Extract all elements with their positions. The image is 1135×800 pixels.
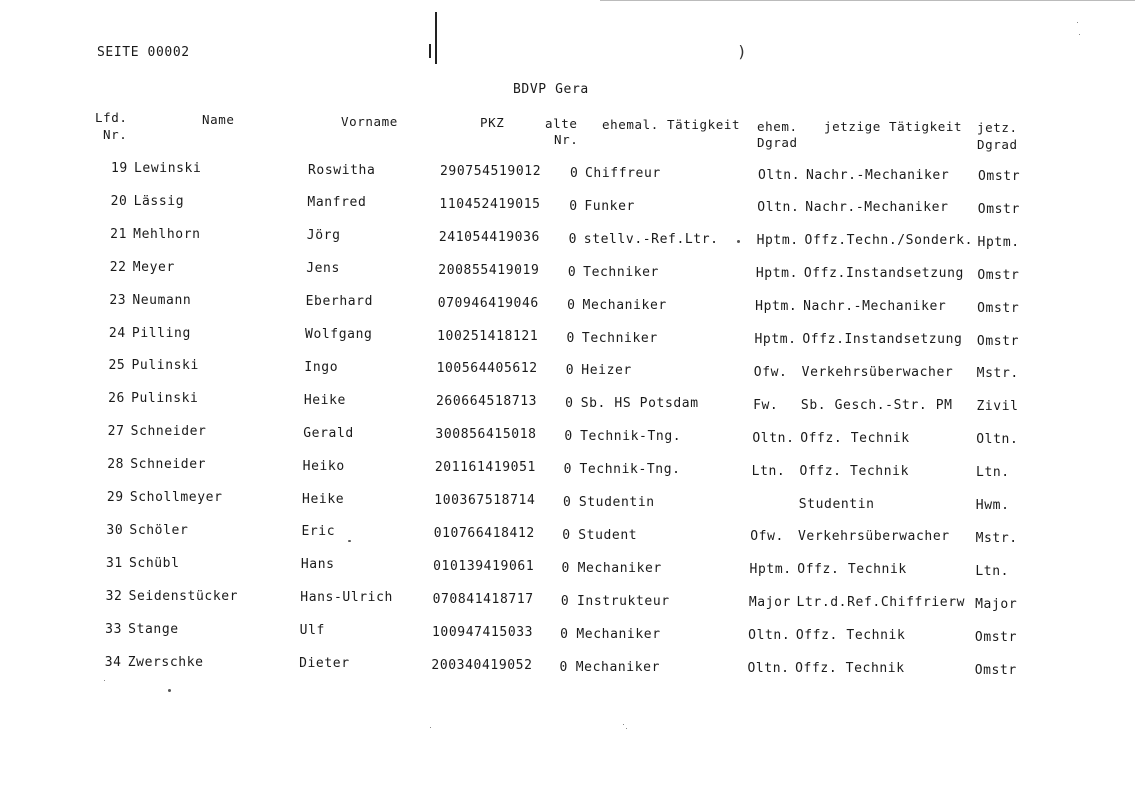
row-jetzige-taetigkeit: Offz.Techn./Sonderk. (804, 233, 974, 249)
row-name: Schneider (130, 424, 207, 440)
row-jetzige-taetigkeit: Offz. Technik (799, 463, 909, 479)
row-jetz-dgrad: Ltn. (976, 465, 1010, 481)
row-jetzige-taetigkeit: Offz. Technik (800, 430, 910, 446)
scan-speck (626, 728, 627, 729)
row-name: Neumann (132, 292, 192, 308)
row-pkz: 070946419046 (437, 295, 539, 311)
scan-speck (623, 724, 624, 725)
scan-speck (104, 680, 105, 681)
row-ehem-dgrad: Ofw. (750, 529, 784, 545)
row-name: Pulinski (131, 391, 199, 407)
row-pkz: 100367518714 (434, 493, 536, 508)
header-ehemal-taetigkeit: ehemal. Tätigkeit (602, 117, 741, 132)
header-jetz: jetz. (977, 120, 1018, 135)
row-ehem-dgrad: Fw. (753, 397, 779, 413)
row-pkz: 260664518713 (435, 394, 538, 410)
row-name: Schneider (130, 457, 207, 473)
row-vorname: Hans (300, 557, 335, 573)
row-jetz-dgrad: Hptm. (977, 234, 1020, 250)
row-ehemal-taetigkeit: Technik-Tng. (580, 429, 682, 445)
row-pkz: 010139419061 (433, 558, 535, 574)
row-jetz-dgrad: Oltn. (976, 432, 1019, 448)
row-number: 21 (110, 226, 128, 242)
row-number: 20 (110, 193, 128, 209)
header-ehem-dgrad: Dgrad (757, 135, 798, 150)
header-nr: Nr. (103, 127, 128, 142)
row-jetz-dgrad: Mstr. (976, 366, 1019, 382)
row-number: 28 (107, 457, 125, 473)
row-vorname: Eberhard (305, 294, 374, 310)
row-alte-nr: 0 (565, 363, 575, 379)
row-vorname: Heiko (302, 458, 345, 474)
row-jetzige-taetigkeit: Nachr.-Mechaniker (803, 299, 947, 315)
row-vorname: Gerald (303, 425, 354, 441)
row-vorname: Dieter (299, 656, 350, 671)
row-ehem-dgrad: Oltn. (747, 661, 790, 676)
scan-edge-line (600, 0, 1135, 1)
row-ehemal-taetigkeit: Mechaniker (575, 659, 661, 675)
header-vorname: Vorname (341, 114, 398, 129)
row-number: 33 (105, 621, 122, 637)
header-jetzige-taetigkeit: jetzige Tätigkeit (824, 119, 963, 134)
row-number: 34 (104, 654, 122, 670)
row-ehem-dgrad: Ofw. (753, 364, 788, 380)
header-alte-nr: Nr. (554, 132, 579, 147)
row-alte-nr: 0 (560, 626, 569, 642)
row-pkz: 241054419036 (438, 229, 540, 245)
row-ehem-dgrad: Oltn. (757, 200, 800, 216)
row-jetz-dgrad: Omstr (977, 201, 1020, 217)
row-name: Lässig (133, 193, 185, 209)
row-ehem-dgrad: Oltn. (758, 167, 801, 183)
row-number: 23 (109, 292, 127, 308)
row-jetz-dgrad: Ltn. (975, 563, 1010, 579)
row-ehem-dgrad: Major (748, 595, 791, 611)
header-ehem: ehem. (757, 119, 798, 134)
row-jetz-dgrad: Major (975, 596, 1018, 612)
row-jetzige-taetigkeit: Studentin (798, 496, 875, 512)
row-pkz: 201161419051 (434, 460, 536, 476)
row-name: Seidenstücker (128, 588, 239, 604)
scan-speck (737, 240, 740, 243)
row-ehemal-taetigkeit: Funker (584, 198, 635, 214)
page-label: SEITE 00002 (97, 45, 190, 60)
row-name: Schübl (128, 555, 180, 571)
scan-mark (429, 44, 431, 58)
row-ehem-dgrad: Hptm. (755, 299, 798, 315)
row-jetzige-taetigkeit: Offz. Technik (797, 562, 907, 578)
row-name: Pilling (131, 325, 191, 341)
scan-speck (1077, 22, 1078, 23)
header-lfd: Lfd. (95, 110, 128, 125)
row-vorname: Ingo (304, 359, 339, 375)
row-jetzige-taetigkeit: Verkehrsüberwacher (801, 364, 954, 380)
row-vorname: Jörg (306, 228, 341, 244)
row-ehemal-taetigkeit: Chiffreur (585, 166, 661, 181)
row-vorname: Hans-Ulrich (300, 590, 393, 606)
row-jetz-dgrad: Zivil (976, 399, 1019, 415)
row-jetz-dgrad: Omstr (974, 662, 1017, 678)
row-jetzige-taetigkeit: Offz.Instandsetzung (802, 332, 963, 347)
row-ehem-dgrad: Hptm. (755, 266, 799, 282)
document-title: BDVP Gera (513, 82, 589, 97)
row-number: 26 (108, 391, 125, 407)
row-number: 29 (106, 490, 124, 505)
row-name: Schöler (129, 522, 189, 538)
row-alte-nr: 0 (567, 297, 576, 313)
row-pkz: 200855419019 (438, 262, 540, 278)
row-ehem-dgrad: Hptm. (754, 332, 797, 347)
row-pkz: 100251418121 (437, 328, 539, 344)
row-number: 24 (108, 325, 126, 341)
row-vorname: Ulf (299, 623, 325, 639)
row-jetzige-taetigkeit: Offz. Technik (795, 628, 906, 644)
header-pkz: PKZ (480, 115, 505, 130)
row-alte-nr: 0 (562, 495, 572, 510)
scan-speck (168, 689, 171, 692)
row-name: Mehlhorn (133, 226, 201, 242)
row-number: 31 (105, 555, 123, 571)
row-alte-nr: 0 (560, 593, 570, 609)
row-jetz-dgrad: Hwm. (975, 498, 1010, 513)
row-alte-nr: 0 (569, 198, 578, 214)
row-ehem-dgrad: Oltn. (752, 430, 795, 446)
row-alte-nr: 0 (559, 659, 568, 675)
row-pkz: 200340419052 (431, 657, 533, 673)
header-name: Name (202, 112, 235, 127)
row-number: 32 (105, 588, 123, 604)
row-ehemal-taetigkeit: Techniker (581, 330, 658, 346)
row-pkz: 300856415018 (435, 427, 537, 443)
row-alte-nr: 0 (565, 396, 574, 412)
scan-speck (1079, 34, 1080, 35)
row-alte-nr: 0 (566, 330, 575, 346)
scan-speck (430, 727, 431, 728)
scan-mark (435, 12, 437, 64)
row-vorname: Wolfgang (305, 327, 373, 342)
row-ehemal-taetigkeit: Techniker (583, 264, 659, 280)
row-alte-nr: 0 (561, 560, 570, 576)
row-alte-nr: 0 (567, 264, 577, 280)
row-ehemal-taetigkeit: Mechaniker (576, 626, 661, 642)
row-name: Zwerschke (127, 654, 204, 670)
row-pkz: 290754519012 (440, 164, 542, 179)
row-ehemal-taetigkeit: Mechaniker (582, 297, 667, 313)
row-alte-nr: 0 (563, 462, 573, 478)
row-ehem-dgrad: Hptm. (749, 562, 792, 578)
row-ehem-dgrad: Hptm. (756, 233, 799, 249)
row-alte-nr: 0 (570, 166, 579, 181)
row-jetzige-taetigkeit: Nachr.-Mechaniker (806, 167, 950, 183)
row-vorname: Roswitha (308, 162, 376, 178)
row-name: Stange (128, 621, 179, 637)
row-pkz: 110452419015 (439, 196, 541, 212)
row-jetz-dgrad: Omstr (974, 629, 1018, 645)
row-jetzige-taetigkeit: Offz.Instandsetzung (803, 266, 964, 282)
row-jetz-dgrad: Omstr (976, 333, 1020, 349)
row-pkz: 070841418717 (432, 591, 534, 607)
row-ehemal-taetigkeit: Studentin (578, 495, 655, 510)
row-vorname: Jens (306, 261, 340, 277)
row-number: 25 (108, 358, 126, 374)
row-ehemal-taetigkeit: Heizer (581, 363, 632, 379)
scan-bracket: ) (737, 42, 748, 61)
row-ehemal-taetigkeit: Sb. HS Potsdam (580, 396, 699, 412)
row-jetzige-taetigkeit: Nachr.-Mechaniker (805, 200, 949, 216)
row-alte-nr: 0 (562, 527, 571, 543)
row-number: 22 (109, 259, 127, 275)
row-jetz-dgrad: Omstr (977, 267, 1020, 283)
row-pkz: 100947415033 (431, 624, 534, 640)
row-ehemal-taetigkeit: stellv.-Ref.Ltr. (583, 231, 719, 247)
row-ehem-dgrad: Oltn. (748, 628, 791, 644)
row-pkz: 100564405612 (436, 361, 538, 377)
header-alte: alte (545, 116, 578, 131)
row-number: 19 (111, 161, 128, 176)
row-jetzige-taetigkeit: Verkehrsüberwacher (798, 529, 950, 545)
header-jetz-dgrad: Dgrad (977, 137, 1018, 152)
row-name: Lewinski (134, 161, 202, 176)
row-vorname: Heike (303, 392, 346, 408)
row-ehemal-taetigkeit: Mechaniker (577, 560, 662, 576)
row-name: Meyer (132, 259, 175, 275)
row-alte-nr: 0 (568, 231, 578, 247)
row-jetzige-taetigkeit: Offz. Technik (795, 661, 905, 676)
row-ehem-dgrad: Ltn. (751, 463, 786, 479)
row-jetzige-taetigkeit: Sb. Gesch.-Str. PM (800, 397, 953, 413)
row-alte-nr: 0 (564, 429, 573, 445)
row-jetzige-taetigkeit: Ltr.d.Ref.Chiffrierw (796, 595, 966, 611)
row-name: Schollmeyer (129, 490, 223, 505)
row-jetz-dgrad: Mstr. (975, 530, 1018, 546)
row-jetz-dgrad: Omstr (977, 300, 1020, 316)
scan-speck (348, 540, 351, 542)
row-vorname: Eric (301, 524, 336, 540)
row-number: 30 (106, 522, 124, 538)
row-jetz-dgrad: Omstr (978, 169, 1021, 184)
row-name: Pulinski (131, 358, 199, 374)
row-vorname: Heike (302, 491, 345, 507)
row-pkz: 010766418412 (433, 525, 535, 541)
row-ehemal-taetigkeit: Instrukteur (576, 593, 670, 609)
row-ehemal-taetigkeit: Technik-Tng. (579, 462, 681, 478)
row-number: 27 (107, 424, 125, 440)
row-ehemal-taetigkeit: Student (578, 527, 638, 543)
row-vorname: Manfred (307, 195, 367, 211)
